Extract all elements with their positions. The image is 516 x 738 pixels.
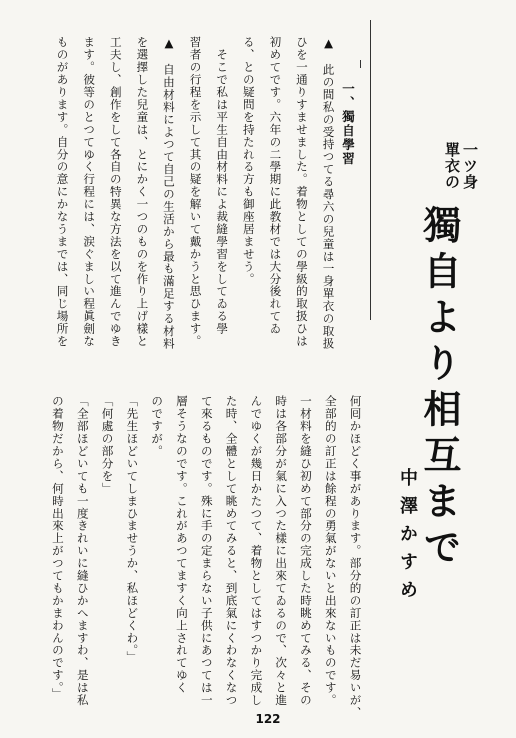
upper-text-column: そこで私は平生自由材料によ裁縫學習をしてゐる學 — [215, 36, 230, 335]
lower-text-column: のですが。 — [150, 395, 165, 458]
lower-text-column: の着物だから、何時出來上がつてもかまわんのです。」 — [50, 395, 65, 701]
lower-text-column: 一材料を縫ひ初めて部分の完成した時眺めてみる、その — [298, 395, 313, 707]
title-divider-rule — [370, 20, 371, 320]
article-title: 獨自より相互まで — [417, 205, 462, 573]
upper-text-column: ▲ 此の間私の受持つてる尋六の兒童は一身單衣の取扱 — [321, 36, 336, 350]
article-subtitle-line1: 一ツ身 — [461, 142, 479, 190]
section-label: 一、獨自學習 — [340, 82, 356, 166]
section-divider-rule — [360, 60, 361, 68]
lower-text-column: 時は各部分が氣に入つた樣に出來てゐるので、次々と進 — [274, 395, 289, 707]
upper-text-column: る、との疑問を持たれる方も御座居ませう。 — [241, 36, 256, 285]
lower-text-column: 何囘かほどく事があります。部分的の訂正は未だ易いが、 — [348, 395, 363, 719]
upper-text-column: 習者の行程を示して其の疑を解いて戴かうと思ひます。 — [188, 36, 203, 348]
article-author: 中澤かすめ — [397, 468, 418, 608]
page-number: 122 — [255, 712, 281, 726]
upper-text-column: ものがあります。自分の意にかなうまでは、同じ場所を — [55, 36, 70, 348]
upper-text-column: ひを一通りすませました。着物としての學級的取扱ひは — [294, 36, 309, 348]
upper-text-column: 初めてです。六年の二學期に此教材では大分後れてゐ — [268, 36, 283, 335]
upper-text-column: ます。彼等のとつてゆく行程には、涙ぐましい程眞劍な — [82, 36, 97, 348]
article-subtitle-line2: 單衣の — [443, 142, 461, 190]
upper-text-column: を選擇した兒童は、とにかく一つのものを作り上げ樣と — [135, 36, 150, 348]
lower-text-column: 層そうなのです。これがあつてますく向上されてゆく — [174, 395, 189, 694]
upper-text-column: ▲ 自由材料によつて自己の生活から最も滿足する材料 — [161, 36, 176, 350]
lower-text-column: んでゆくが幾日かたつて、着物としてはすつかり完成し — [249, 395, 264, 707]
lower-text-column: 「先生ほどいてしまひませうか、私ほどくわ。」 — [125, 395, 140, 664]
lower-text-column: た時、全體として眺めてみると、到底氣にくわなくなつ — [224, 395, 239, 707]
lower-text-column: 「全部ほどいても一度きれいに縫ひかへますわ、是は私 — [75, 395, 90, 707]
upper-text-column: 工夫し、創作をして各自の特異な方法を以て進んでゆき — [108, 36, 123, 348]
lower-text-column: 全部的の訂正は餘程の勇氣がないと出來ないものです。 — [323, 395, 338, 707]
lower-text-column: て來るものです。殊に手の定まらない子供にあつては一 — [199, 395, 214, 707]
lower-text-column: 「何處の部分を」 — [100, 395, 115, 495]
